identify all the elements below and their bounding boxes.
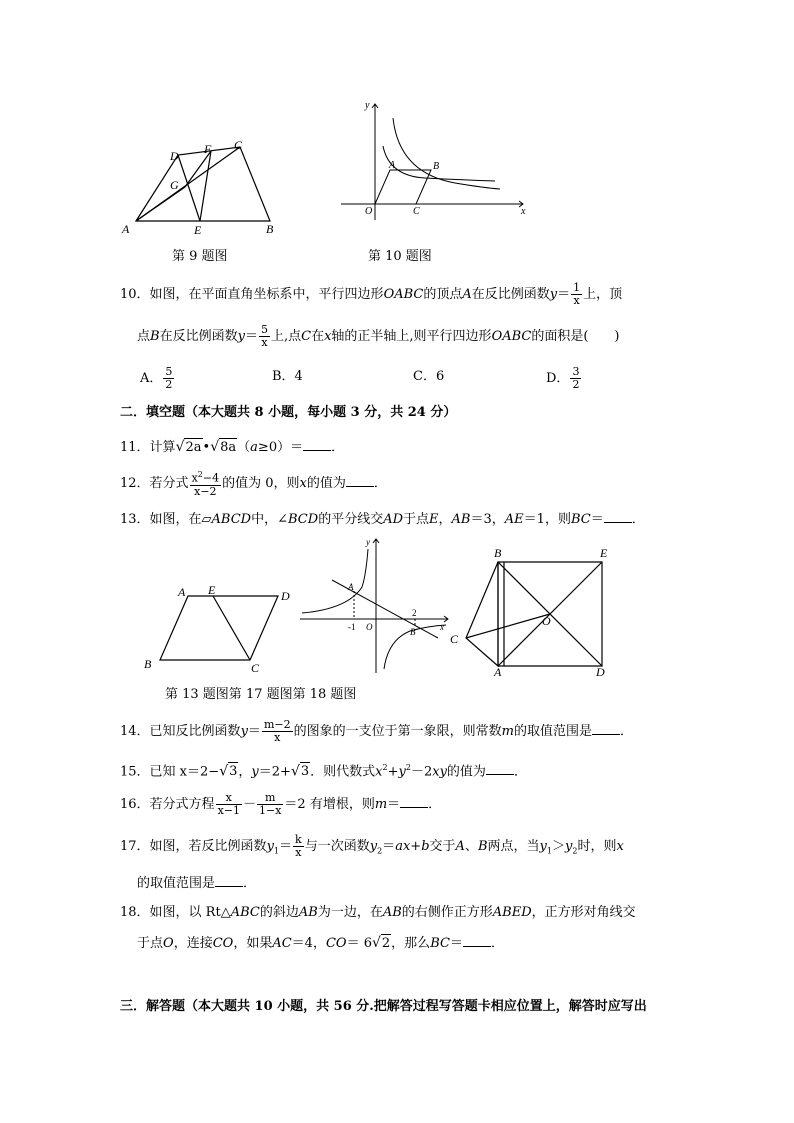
question-17-line1: 17．如图，若反比例函数$y_1=$ $\frac{k}{x}$ 与一次函数$y_2=ax+b$交于A、B两点，当$y_1>y_2$时，则x [120, 833, 624, 859]
fig13-label-D: D [281, 589, 290, 603]
answer-blank[interactable] [346, 474, 374, 487]
fig9-label-G: G [170, 178, 179, 192]
fig9-label-C: C [234, 138, 243, 152]
fig9-label-F: F [204, 142, 212, 156]
answer-blank[interactable] [303, 438, 331, 451]
answer-blank[interactable] [400, 795, 428, 808]
answer-blank[interactable] [463, 934, 491, 947]
fig9-label-B: B [266, 222, 274, 236]
question-16: 16．若分式方程 $\frac{x}{x-1}$ － $\frac{m}{1-x}$ ＝2 有增根，则m＝ ． [120, 791, 442, 817]
fig13-label-C: C [251, 661, 260, 675]
fig10-label-C: C [413, 206, 420, 217]
figure-13 [138, 580, 303, 675]
fig18-label-E: E [600, 546, 608, 560]
fig9-label-E: E [194, 223, 202, 237]
q10-option-B[interactable]: B．4 [272, 369, 303, 384]
question-10-line1: 10．如图，在平面直角坐标系中，平行四边形OABC的顶点A在反比例函数y＝ $\frac{1}{x}$ 上，顶 [120, 281, 623, 307]
q10-option-A[interactable]: A． $\frac{5}{2}$ [140, 365, 173, 391]
fig10-label-y: y [365, 100, 370, 111]
answer-blank[interactable] [592, 722, 620, 735]
fig9-line-FE [200, 151, 211, 221]
question-18-line1: 18．如图，以 Rt△ABC的斜边AB为一边，在AB的右侧作正方形ABED，正方形对角线交 [120, 905, 636, 920]
fraction-q12: $\frac{x^2-4}{x-2}$ [191, 470, 220, 498]
fig10-label-B: B [433, 161, 440, 172]
fig9-line-GF [185, 151, 211, 187]
question-15: 15．已知 x＝2−√3，y＝2+√3．则代数式$x^2+y^2-2xy$的值为 ． [120, 763, 527, 780]
fig9-caption: 第 9 题图 [172, 249, 228, 264]
figure-9 [118, 135, 288, 240]
q10-option-C[interactable]: C．6 [413, 369, 445, 384]
fig9-label-D: D [170, 149, 179, 163]
fig13-label-E: E [208, 583, 216, 597]
fig17-label-neg1: -1 [348, 622, 356, 632]
figure-10 [335, 98, 535, 223]
fig10-parallelogram [375, 170, 431, 204]
answer-blank[interactable] [486, 762, 514, 775]
question-10-line2: 点B在反比例函数y＝ $\frac{5}{x}$ 上,点C在x轴的正半轴上,则平行四边形OABC的面积是( ) [137, 323, 620, 349]
fig17-label-2: 2 [412, 608, 417, 618]
fig18-label-D: D [596, 665, 605, 677]
fig17-label-x: x [440, 622, 444, 632]
fig9-line-DE [178, 155, 200, 221]
fig10-curve-5-over-x [393, 118, 500, 189]
fig9-line-AG [136, 187, 185, 221]
fig17-label-A: A [348, 582, 354, 592]
answer-blank[interactable] [604, 510, 632, 523]
question-11: 11．计算√2a•√8a（a≥0）＝ ． [120, 439, 345, 455]
fig13-label-A: A [178, 585, 186, 599]
fig18-label-C: C [450, 632, 459, 646]
fig10-label-O: O [365, 206, 373, 217]
question-18-line2: 于点O，连接CO，如果AC＝4，CO＝ 6√2，那么BC＝ ． [137, 935, 504, 951]
fig18-label-B: B [494, 546, 502, 560]
fig13-line-CE [213, 596, 250, 660]
fig17-label-y: y [366, 537, 370, 547]
fraction-1-over-x: $\frac{1}{x}$ [573, 281, 581, 307]
answer-blank[interactable] [215, 874, 243, 887]
question-13: 13．如图，在▱ABCD中，∠BCD的平分线交AD于点E，AB＝3，AE＝1，则BC＝ ． [120, 512, 645, 527]
fig10-caption: 第 10 题图 [368, 249, 432, 264]
fig17-label-B: B [410, 627, 416, 637]
figure-18 [446, 542, 621, 677]
fig10-label-A: A [389, 160, 396, 171]
question-14: 14．已知反比例函数y＝ $\frac{m-2}{x}$ 的图象的一支位于第一象限，则常数m的取值范围是 ． [120, 718, 633, 744]
question-12: 12．若分式 $\frac{x^2-4}{x-2}$ 的值为 0，则x的值为 ． [120, 470, 387, 498]
fig13-label-B: B [144, 657, 152, 671]
fig17-curve-q2 [302, 549, 368, 613]
fig13-17-18-caption: 第 13 题图第 17 题图第 18 题图 [165, 687, 357, 702]
fig9-trapezoid [136, 147, 270, 221]
section-2-heading: 二．填空题（本大题共 8 小题，每小题 3 分，共 24 分） [120, 405, 457, 420]
fraction-5-over-x: $\frac{5}{x}$ [260, 323, 268, 349]
fig10-label-x: x [521, 206, 526, 217]
question-17-line2: 的取值范围是 ． [137, 876, 257, 891]
fig18-triangle-ABC [466, 562, 498, 666]
fig18-label-O: O [542, 614, 551, 628]
section-3-heading: 三．解答题（本大题共 10 小题，共 56 分.把解答过程写答题卡相应位置上，解答时应写出 [120, 999, 647, 1014]
fig17-label-O: O [366, 622, 373, 632]
figure-17 [298, 535, 458, 675]
fig18-label-A: A [494, 665, 502, 677]
fig9-label-A: A [122, 222, 130, 236]
q10-option-D[interactable]: D． $\frac{3}{2}$ [546, 365, 580, 391]
